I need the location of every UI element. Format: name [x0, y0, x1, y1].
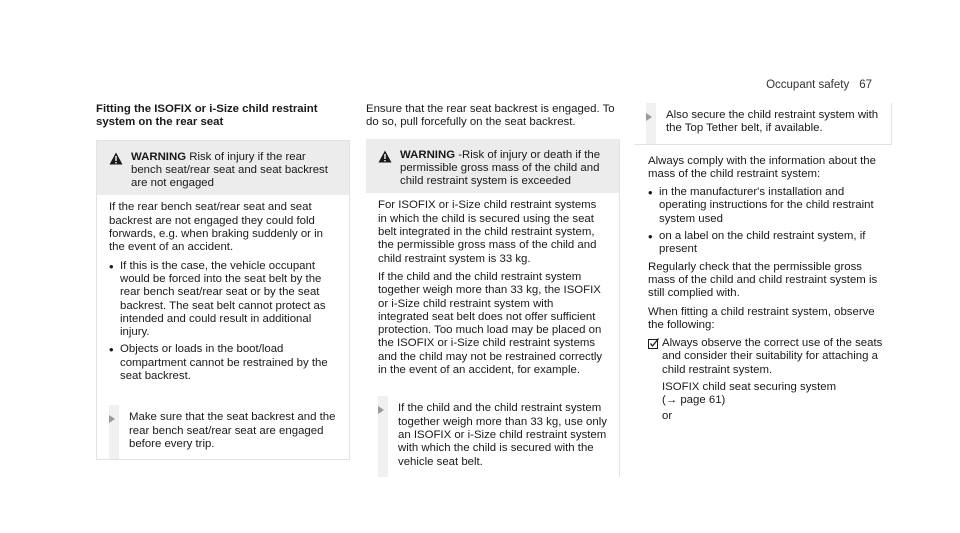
step-arrow-icon — [109, 415, 115, 423]
page-header — [766, 79, 872, 92]
intro-paragraph: Ensure that the rear seat backrest is engaged. To do so, pull forcefully on the seat backrest. — [366, 103, 615, 129]
instruction-step — [366, 396, 619, 476]
list-item: • If this is the case, the vehicle occupant would be forced into the seat belt by the rear bench seat/rear seat or by the seat backrest. The seat belt cannot protect as intended and could result in additional injury. — [109, 260, 337, 340]
warning-label: WARNING — [400, 148, 456, 161]
list-item: • Objects or loads in the boot/load compartment cannot be restrained by the seat backrest. — [109, 343, 337, 383]
step-arrow-icon — [378, 406, 384, 414]
column-2 — [366, 103, 620, 477]
section-heading: Fitting the ISOFIX or i-Size child restraint system on the rear seat — [96, 103, 318, 129]
step-bar — [109, 405, 119, 459]
section-title: Occupant safety — [766, 79, 850, 91]
checklist-text: Always observe the correct use of the seats and consider their suitability for attaching a child restraint system. — [662, 337, 883, 376]
step-bar — [646, 103, 656, 144]
warning-triangle-icon — [378, 150, 392, 163]
paragraph: When fitting a child restraint system, observe the following: — [648, 305, 875, 331]
step-text: Make sure that the seat backrest and the rear bench seat/rear seat are engaged before every trip. — [129, 411, 336, 450]
column-1 — [96, 103, 350, 460]
step-arrow-icon — [646, 113, 652, 121]
paragraph: Always comply with the information about the mass of the child restraint system: — [648, 154, 876, 180]
warning-paragraph: If the child and the child restraint system together weigh more than 33 kg, the ISOFIX or i-Size child restraint system with integrated seat belt does not offer sufficient protection. Too much load may be placed on the ISOFIX or i-Size child restraint systems and the child may not be restrained correctly in the event of an accident, for example. — [378, 270, 603, 377]
step-box — [634, 103, 892, 145]
instruction-step — [634, 103, 891, 144]
page-number: 67 — [859, 79, 872, 91]
list-item: • on a label on the child restraint system, if present — [648, 230, 892, 257]
warning-text: -Risk of injury or death if the permissible gross mass of the child and child restraint system is exceeded — [400, 148, 601, 188]
warning-paragraph: For ISOFIX or i-Size child restraint systems in which the child is secured using the seat belt integrated in the child restraint system, the permissible gross mass of the child and child restraint system is 33 kg. — [378, 199, 597, 265]
step-text: Also secure the child restraint system with the Top Tether belt, if available. — [666, 109, 879, 135]
warning-paragraph: If the rear bench seat/rear seat and seat backrest are not engaged they could fold forwards, e.g. when braking suddenly or in the event of an accident. — [109, 201, 324, 254]
warning-text: Risk of injury if the rear bench seat/rear seat and seat backrest are not engaged — [131, 150, 328, 190]
warning-header — [97, 141, 349, 196]
divider — [619, 207, 620, 455]
warning-triangle-icon — [109, 152, 123, 165]
warning-box — [96, 140, 350, 461]
checklist-item — [648, 337, 892, 377]
reference-title: ISOFIX child seat securing system — [662, 381, 837, 394]
warning-body — [97, 195, 349, 395]
warning-header — [366, 139, 619, 194]
list-item: • in the manufacturer's installation and operating instructions for the child restraint system used — [648, 186, 892, 226]
step-text: If the child and the child restraint system together weigh more than 33 kg, use only an ISOFIX or i-Size child restraint system with which the child is secured with the vehicle seat belt. — [398, 402, 607, 468]
warning-label: WARNING — [131, 150, 187, 163]
warning-body — [366, 193, 619, 390]
instruction-step — [97, 405, 349, 459]
page-reference[interactable]: (→ page 61) — [662, 394, 726, 407]
warning-box — [366, 139, 620, 477]
paragraph: Regularly check that the permissible gross mass of the child and child restraint system is still complied with. — [648, 260, 878, 300]
column-3-content — [634, 155, 892, 423]
checkbox-icon — [648, 338, 659, 349]
or-text: or — [662, 409, 673, 422]
column-3 — [634, 103, 892, 423]
